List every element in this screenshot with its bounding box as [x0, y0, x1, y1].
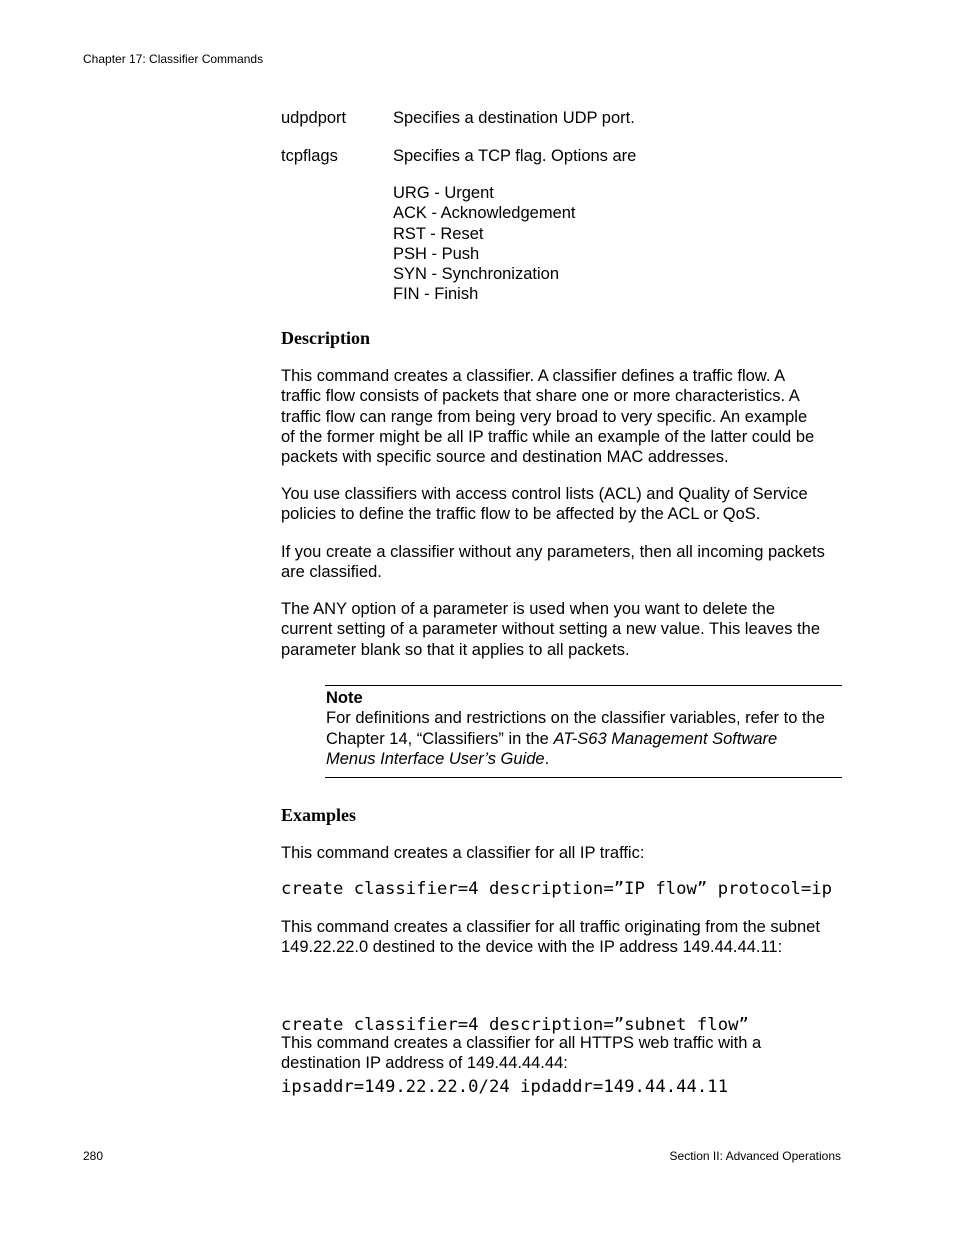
param-definition-udpdport: Specifies a destination UDP port.: [393, 109, 635, 127]
examples-heading: Examples: [281, 805, 357, 825]
paragraph-line: current setting of a parameter without setting a new value. This leaves the: [281, 620, 820, 639]
paragraph-line: policies to define the traffic flow to be affected by the ACL or QoS.: [281, 505, 761, 524]
paragraph-line: 149.22.22.0 destined to the device with the IP address 149.44.44.11:: [281, 938, 783, 957]
paragraph-line: You use classifiers with access control lists (ACL) and Quality of Service: [281, 485, 808, 503]
guide-title-italic: Menus Interface User’s Guide: [326, 750, 545, 769]
paragraph-line: are classified.: [281, 563, 382, 582]
paragraph-line: This command creates a classifier for all traffic originating from the subnet: [281, 918, 820, 936]
description-paragraph-4: [281, 599, 843, 660]
tcp-flag-option: PSH - Push: [393, 244, 480, 263]
note-box: [325, 685, 842, 778]
example-intro-3: [281, 1033, 843, 1074]
note-text: .: [544, 750, 550, 769]
note-text: Chapter 14, “Classifiers” in the: [326, 729, 554, 748]
tcp-flag-option: FIN - Finish: [393, 285, 479, 304]
tcp-flag-options: [393, 183, 576, 305]
example-intro-2: [281, 917, 843, 958]
description-paragraph-2: [281, 484, 843, 525]
paragraph-line: traffic flow consists of packets that share one or more characteristics. A: [281, 387, 800, 406]
code-example-1: create classifier=4 description=”IP flow” protocol=ip: [281, 879, 833, 899]
description-paragraph-3: [281, 542, 843, 583]
paragraph-line: of the former might be all IP traffic while an example of the latter could be: [281, 427, 815, 446]
param-term-tcpflags: tcpflags: [281, 147, 338, 165]
tcp-flag-option: ACK - Acknowledgement: [393, 204, 576, 223]
code-line: ipsaddr=149.22.22.0/24 ipdaddr=149.44.44.11: [281, 1076, 729, 1097]
footer-section: Section II: Advanced Operations: [669, 1149, 841, 1163]
param-term-udpdport: udpdport: [281, 109, 347, 127]
paragraph-line: The ANY option of a parameter is used when you want to delete the: [281, 600, 776, 618]
running-header: Chapter 17: Classifier Commands: [83, 52, 264, 66]
paragraph-line: This command creates a classifier. A classifier defines a traffic flow. A: [281, 367, 786, 385]
paragraph-line: traffic flow can range from being very broad to very specific. An example: [281, 407, 808, 426]
param-definition-tcpflags: Specifies a TCP flag. Options are: [393, 147, 637, 165]
paragraph-line: If you create a classifier without any parameters, then all incoming packets: [281, 543, 825, 561]
note-line: [326, 729, 825, 750]
paragraph-line: parameter blank so that it applies to all packets.: [281, 640, 630, 659]
note-line: For definitions and restrictions on the classifier variables, refer to the: [326, 709, 825, 727]
page-number: 280: [83, 1149, 104, 1163]
description-heading: Description: [281, 328, 370, 348]
tcp-flag-option: SYN - Synchronization: [393, 265, 559, 284]
note-title: Note: [326, 689, 363, 707]
paragraph-line: destination IP address of 149.44.44.44:: [281, 1054, 568, 1073]
paragraph-line: packets with specific source and destination MAC addresses.: [281, 448, 729, 467]
note-body: [326, 708, 825, 770]
tcp-flag-option: URG - Urgent: [393, 184, 494, 202]
note-line: [326, 749, 825, 770]
code-line: create classifier=4 description=”subnet flow”: [281, 1015, 749, 1036]
paragraph-line: This command creates a classifier for all HTTPS web traffic with a: [281, 1034, 762, 1052]
tcp-flag-option: RST - Reset: [393, 224, 484, 243]
guide-title-italic: AT-S63 Management Software: [553, 729, 778, 748]
example-intro-1: This command creates a classifier for all IP traffic:: [281, 844, 645, 862]
description-paragraph-1: [281, 366, 843, 467]
